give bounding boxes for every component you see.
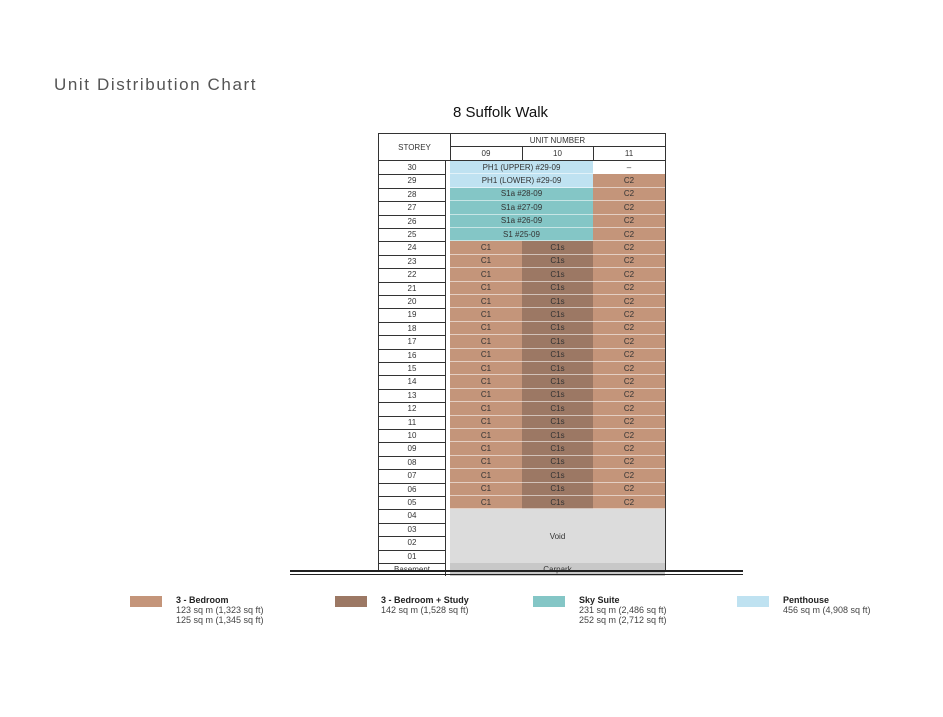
- legend-swatch: [130, 596, 162, 607]
- storey-label: 20: [407, 297, 417, 306]
- unit-cell-11: C2: [593, 308, 665, 321]
- unit-cell-09: C1: [450, 483, 522, 496]
- storey-label: 24: [407, 243, 417, 253]
- unit-cell-11: C2: [593, 268, 665, 281]
- unit-cell-09: C1: [450, 375, 522, 388]
- unit-cell-10: C1s: [522, 375, 593, 388]
- storey-label: 02: [407, 538, 417, 548]
- unit-cell-09: C1: [450, 282, 522, 295]
- storey-label: 22: [407, 270, 417, 280]
- unit-cell-11: C2: [593, 349, 665, 362]
- unit-cell-09: C1: [450, 469, 522, 482]
- storey-label: 10: [407, 431, 417, 440]
- unit-cell-10: C1s: [522, 496, 593, 509]
- unit-cell-11: –: [593, 161, 665, 174]
- unit-cell-11: C2: [593, 255, 665, 268]
- unit-cell-09: C1: [450, 402, 522, 415]
- project-title: 8 Suffolk Walk: [453, 104, 549, 121]
- storey-label: 09: [407, 444, 417, 454]
- unit-cell-11: C2: [593, 402, 665, 415]
- ground-line: [290, 570, 743, 572]
- merged-unit-cell: S1a #28-09: [450, 188, 593, 201]
- storey-label: 28: [407, 189, 417, 199]
- unit-cell-10: C1s: [522, 483, 593, 496]
- legend-area: 142 sq m (1,528 sq ft): [381, 605, 469, 615]
- unit-cell-09: C1: [450, 416, 522, 429]
- ground-line: [290, 574, 743, 575]
- legend-area: 125 sq m (1,345 sq ft): [176, 615, 264, 625]
- unit-cell-09: C1: [450, 442, 522, 455]
- unit-cell-11: C2: [593, 375, 665, 388]
- unit-cell-09: C1: [450, 456, 522, 469]
- storey-label: 16: [407, 350, 417, 360]
- legend-swatch: [533, 596, 565, 607]
- unit-cell-09: C1: [450, 308, 522, 321]
- unit-cell-10: C1s: [522, 295, 593, 308]
- column-header-10: 10: [553, 148, 562, 158]
- legend-swatch: [335, 596, 367, 607]
- column-header-11: 11: [624, 148, 634, 158]
- legend-title: Penthouse: [783, 595, 830, 605]
- storey-label: 19: [407, 310, 417, 320]
- unit-cell-11: C2: [593, 322, 665, 335]
- unit-cell-11: C2: [593, 228, 665, 241]
- unit-cell-11: C2: [593, 282, 665, 295]
- unit-cell-11: C2: [593, 496, 665, 509]
- unit-cell-10: C1s: [522, 268, 593, 281]
- storey-label: 05: [407, 498, 417, 507]
- legend-title: 3 - Bedroom: [176, 595, 229, 605]
- unit-cell-10: C1s: [522, 349, 593, 362]
- storey-label: 18: [407, 323, 417, 333]
- unit-cell-10: C1s: [522, 308, 593, 321]
- header-divider: [450, 134, 451, 160]
- unit-cell-10: C1s: [522, 429, 593, 442]
- storey-divider: [445, 161, 446, 576]
- unit-cell-10: C1s: [522, 469, 593, 482]
- legend-title: 3 - Bedroom + Study: [381, 595, 469, 605]
- unit-cell-09: C1: [450, 255, 522, 268]
- merged-unit-cell: S1a #26-09: [450, 215, 593, 228]
- merged-unit-cell: S1 #25-09: [450, 228, 593, 241]
- storey-label: 11: [407, 417, 417, 427]
- storey-label: 30: [407, 163, 417, 172]
- unit-cell-11: C2: [593, 362, 665, 375]
- unit-cell-11: C2: [593, 456, 665, 469]
- legend-area: 252 sq m (2,712 sq ft): [579, 615, 667, 625]
- unit-cell-11: C2: [593, 442, 665, 455]
- legend-area: 123 sq m (1,323 sq ft): [176, 605, 264, 615]
- unit-cell-11: C2: [593, 215, 665, 228]
- unit-cell-10: C1s: [522, 442, 593, 455]
- merged-unit-cell: PH1 (UPPER) #29-09: [450, 161, 593, 174]
- unit-cell-10: C1s: [522, 282, 593, 295]
- storey-label: 29: [407, 176, 417, 186]
- header-divider: [593, 146, 594, 160]
- unit-cell-10: C1s: [522, 362, 593, 375]
- unit-distribution-table: [378, 133, 666, 572]
- unit-cell-10: C1s: [522, 241, 593, 254]
- unit-cell-09: C1: [450, 496, 522, 509]
- unit-cell-09: C1: [450, 268, 522, 281]
- unit-cell-10: C1s: [522, 389, 593, 402]
- legend-title: Sky Suite: [579, 595, 620, 605]
- legend-swatch: [737, 596, 769, 607]
- storey-label: 27: [407, 203, 417, 213]
- legend-area: 231 sq m (2,486 sq ft): [579, 605, 667, 615]
- unit-cell-11: C2: [593, 469, 665, 482]
- unit-cell-09: C1: [450, 241, 522, 254]
- merged-unit-cell: PH1 (LOWER) #29-09: [450, 174, 593, 187]
- unit-cell-11: C2: [593, 335, 665, 348]
- storey-label: 12: [407, 404, 417, 414]
- column-header-09: 09: [481, 148, 491, 158]
- storey-label: 03: [407, 524, 417, 534]
- unit-cell-10: C1s: [522, 416, 593, 429]
- unit-cell-10: C1s: [522, 402, 593, 415]
- unit-cell-11: C2: [593, 241, 665, 254]
- unit-cell-09: C1: [450, 389, 522, 402]
- unit-cell-11: C2: [593, 389, 665, 402]
- storey-label: 17: [407, 337, 417, 347]
- header-divider: [522, 146, 523, 160]
- storey-label: 08: [407, 457, 417, 467]
- unit-cell-11: C2: [593, 201, 665, 214]
- unit-cell-09: C1: [450, 322, 522, 335]
- unit-cell-11: C2: [593, 416, 665, 429]
- unit-cell-09: C1: [450, 335, 522, 348]
- storey-label: 01: [407, 551, 417, 561]
- storey-label: 04: [407, 511, 417, 521]
- storey-label: 21: [407, 283, 417, 293]
- merged-unit-cell: S1a #27-09: [450, 201, 593, 214]
- legend-area: 456 sq m (4,908 sq ft): [783, 605, 871, 615]
- storey-label: 06: [407, 484, 417, 494]
- storey-label: 23: [407, 256, 417, 266]
- unit-cell-09: C1: [450, 349, 522, 362]
- storey-header: STOREY: [398, 142, 431, 152]
- void-cell: Void: [450, 509, 665, 563]
- unit-cell-11: C2: [593, 174, 665, 187]
- storey-label: 14: [407, 377, 417, 387]
- unit-cell-10: C1s: [522, 255, 593, 268]
- unit-cell-11: C2: [593, 295, 665, 308]
- storey-label: 26: [407, 216, 417, 226]
- page-heading: Unit Distribution Chart: [54, 75, 258, 94]
- unit-cell-09: C1: [450, 295, 522, 308]
- header-divider: [450, 146, 665, 147]
- storey-label: 25: [407, 230, 417, 239]
- unit-cell-10: C1s: [522, 335, 593, 348]
- storey-label: 15: [407, 364, 417, 373]
- unit-cell-10: C1s: [522, 322, 593, 335]
- unit-cell-11: C2: [593, 188, 665, 201]
- storey-label: 07: [407, 471, 417, 481]
- unit-cell-10: C1s: [522, 456, 593, 469]
- storey-label: 13: [407, 390, 417, 400]
- unit-cell-09: C1: [450, 429, 522, 442]
- unit-cell-11: C2: [593, 483, 665, 496]
- unit-cell-11: C2: [593, 429, 665, 442]
- unit-cell-09: C1: [450, 362, 522, 375]
- unit-number-header: UNIT NUMBER: [529, 135, 586, 145]
